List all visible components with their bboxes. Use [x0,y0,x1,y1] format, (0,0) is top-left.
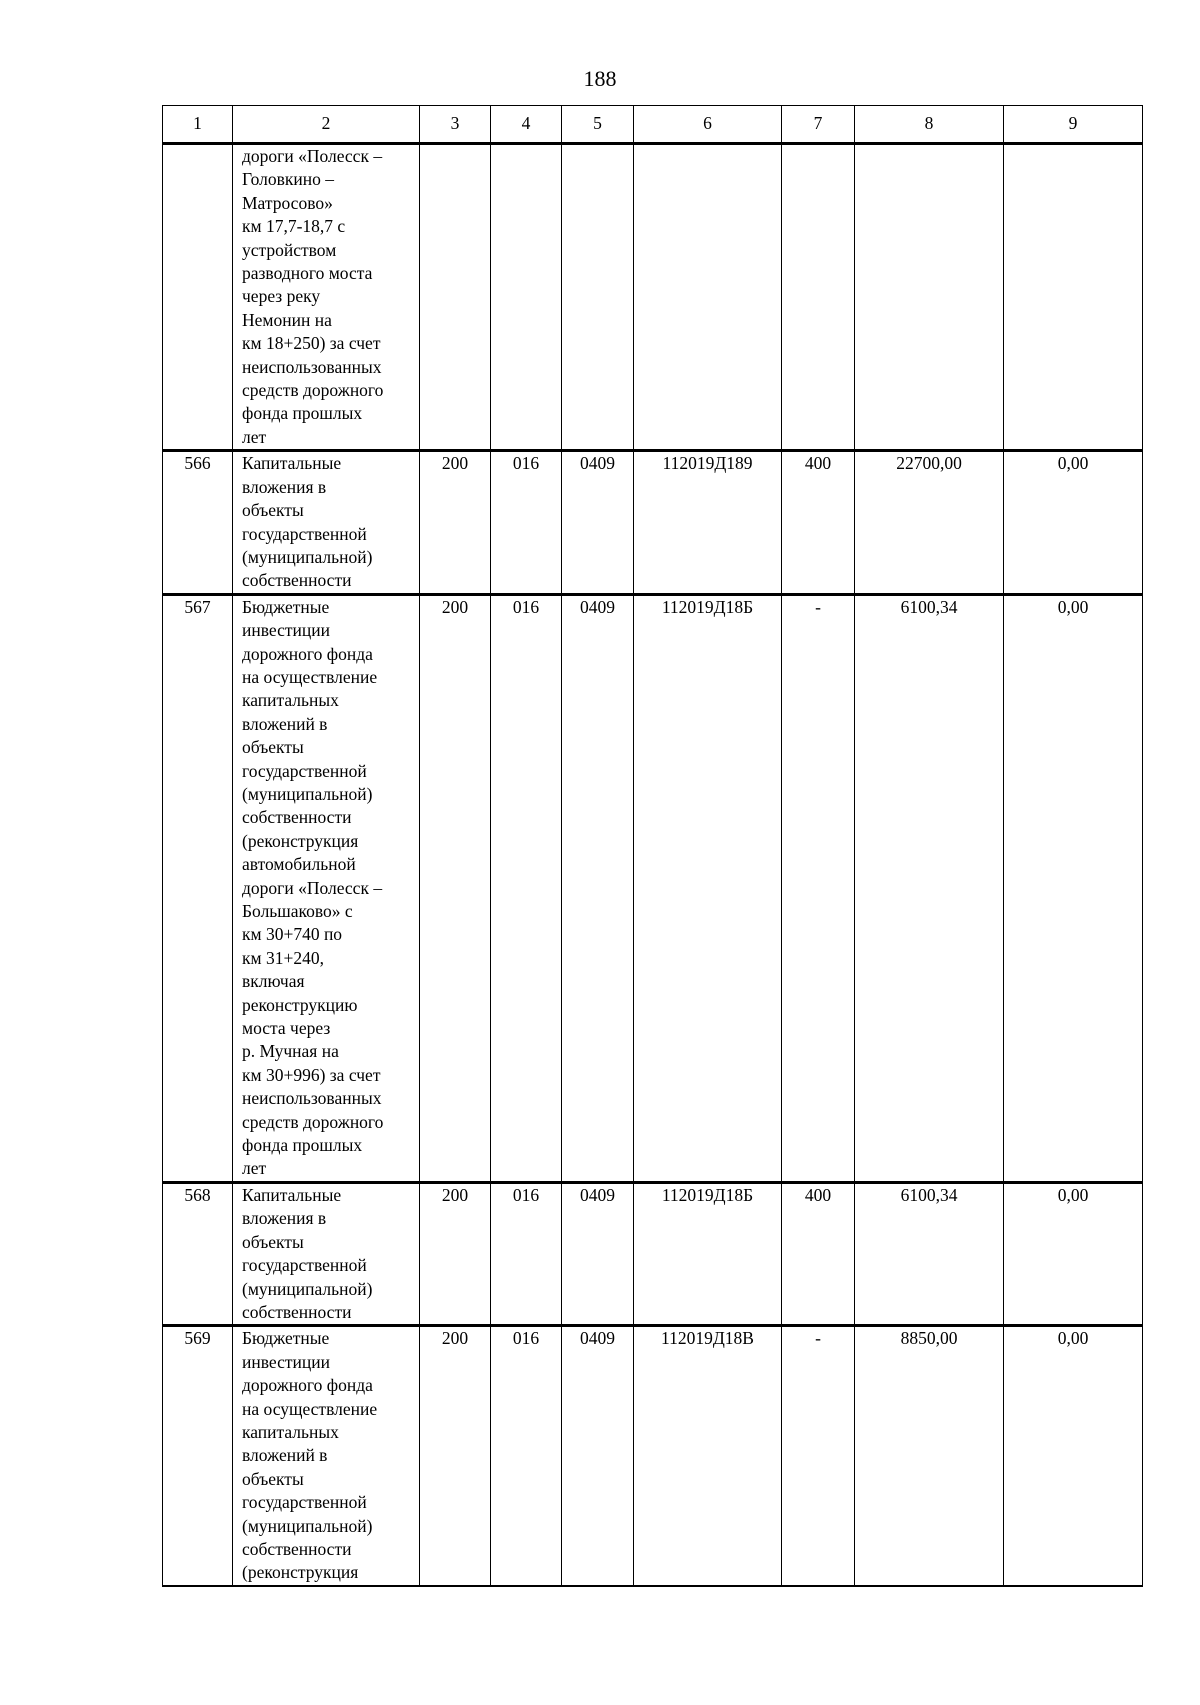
description-line: инвестиции [242,1351,330,1372]
description-cell [233,594,420,1182]
description-line: государственной [242,523,367,544]
description-line: объекты [242,737,304,758]
table-row [163,451,1143,594]
description-line: инвестиции [242,620,330,641]
description-line: фонда прошлых [242,1135,363,1156]
description-line: моста через [242,1018,331,1039]
cell-col-4: 016 [491,594,562,1182]
description-cell [233,1326,420,1586]
description-line: Немонин на [242,309,332,330]
description-line: устройством [242,239,337,260]
cell-col-5: 0409 [562,1326,634,1586]
description-line: государственной [242,1255,367,1276]
description-line: объекты [242,500,304,521]
column-header: 4 [491,106,562,144]
description-line: государственной [242,1492,367,1513]
description-line: собственности [242,807,352,828]
cell-col-3 [420,144,491,451]
description-line: (реконструкция [242,830,359,851]
description-line: средств дорожного [242,380,384,401]
description-cell [233,451,420,594]
description-line: (муниципальной) [242,1278,373,1299]
description-line: вложений в [242,1445,328,1466]
cell-col-5: 0409 [562,451,634,594]
column-header: 5 [562,106,634,144]
cell-col-4 [491,144,562,451]
description-line: объекты [242,1231,304,1252]
description-line: Капитальные [242,453,342,474]
table-body [163,144,1143,1586]
description-line: км 30+996) за счет [242,1064,381,1085]
description-line: Капитальные [242,1184,342,1205]
column-header: 2 [233,106,420,144]
cell-col-6 [634,144,782,451]
description-line: на осуществление [242,666,378,687]
cell-col-9: 0,00 [1004,1326,1143,1586]
cell-col-8: 8850,00 [855,1326,1004,1586]
description-line: (муниципальной) [242,1515,373,1536]
description-line: Матросово» [242,192,333,213]
description-line: лет [242,426,267,447]
cell-col-3: 200 [420,451,491,594]
cell-col-7: - [782,1326,855,1586]
description-line: через реку [242,286,321,307]
description-line: дорожного фонда [242,643,373,664]
description-line: неиспользованных [242,356,382,377]
description-line: средств дорожного [242,1111,384,1132]
column-header: 8 [855,106,1004,144]
cell-col-8: 22700,00 [855,451,1004,594]
description-line: Большаково» с [242,901,353,921]
description-line: дорожного фонда [242,1375,373,1396]
column-header: 3 [420,106,491,144]
cell-col-5 [562,144,634,451]
row-number-cell: 567 [163,594,233,1182]
description-line: автомобильной [242,854,356,875]
description-line: собственности [242,1301,352,1322]
cell-col-7: 400 [782,1182,855,1325]
description-line: вложения в [242,1208,327,1229]
description-line: (муниципальной) [242,546,373,567]
header-row [163,106,1143,144]
cell-col-7: - [782,594,855,1182]
cell-col-4: 016 [491,451,562,594]
description-line: капитальных [242,1421,339,1442]
row-number-cell: 568 [163,1182,233,1325]
cell-col-4: 016 [491,1182,562,1325]
cell-col-3: 200 [420,1182,491,1325]
description-line: дороги «Полесск – [242,146,383,166]
description-line: км 17,7-18,7 с [242,216,346,237]
description-line: объекты [242,1468,304,1489]
column-header: 1 [163,106,233,144]
cell-col-9: 0,00 [1004,451,1143,594]
description-line: реконструкцию [242,994,358,1015]
description-line: р. Мучная на [242,1041,339,1062]
page-number: 188 [583,66,617,91]
cell-col-7: 400 [782,451,855,594]
description-line: км 30+740 по [242,924,343,945]
description-cell [233,1182,420,1325]
cell-col-9 [1004,144,1143,451]
cell-col-4: 016 [491,1326,562,1586]
cell-col-5: 0409 [562,594,634,1182]
description-line: лет [242,1158,267,1179]
description-line: неиспользованных [242,1088,382,1109]
cell-col-3: 200 [420,594,491,1182]
description-line: км 18+250) за счет [242,333,381,354]
description-line: государственной [242,760,367,781]
description-line: разводного моста [242,263,373,284]
description-cell [233,144,420,451]
description-line: вложений в [242,713,328,734]
cell-col-6: 112019Д18Б [634,1182,782,1325]
description-line: собственности [242,570,352,591]
description-line: фонда прошлых [242,403,363,424]
cell-col-8: 6100,34 [855,594,1004,1182]
description-line: собственности [242,1538,352,1559]
row-number-cell: 569 [163,1326,233,1586]
description-line: км 31+240, [242,947,324,968]
cell-col-6: 112019Д18Б [634,594,782,1182]
cell-col-8 [855,144,1004,451]
description-line: включая [242,971,305,992]
description-line: капитальных [242,690,339,711]
description-line: на осуществление [242,1398,378,1419]
table-row [163,144,1143,451]
budget-table [162,105,1143,1587]
cell-col-9: 0,00 [1004,594,1143,1182]
column-header: 6 [634,106,782,144]
table-header [163,106,1143,144]
description-line: Головкино – [242,169,334,190]
row-number-cell: 566 [163,451,233,594]
table-row [163,594,1143,1182]
cell-col-3: 200 [420,1326,491,1586]
row-number-cell [163,144,233,451]
cell-col-8: 6100,34 [855,1182,1004,1325]
description-line: дороги «Полесск – [242,877,383,898]
cell-col-5: 0409 [562,1182,634,1325]
description-line: (реконструкция [242,1562,359,1583]
column-header: 7 [782,106,855,144]
description-line: (муниципальной) [242,783,373,804]
column-header: 9 [1004,106,1143,144]
description-line: Бюджетные [242,596,330,617]
cell-col-6: 112019Д18В [634,1326,782,1586]
description-line: Бюджетные [242,1328,330,1349]
cell-col-7 [782,144,855,451]
cell-col-9: 0,00 [1004,1182,1143,1325]
table-row [163,1182,1143,1325]
table-row [163,1326,1143,1586]
description-line: вложения в [242,476,327,497]
cell-col-6: 112019Д189 [634,451,782,594]
